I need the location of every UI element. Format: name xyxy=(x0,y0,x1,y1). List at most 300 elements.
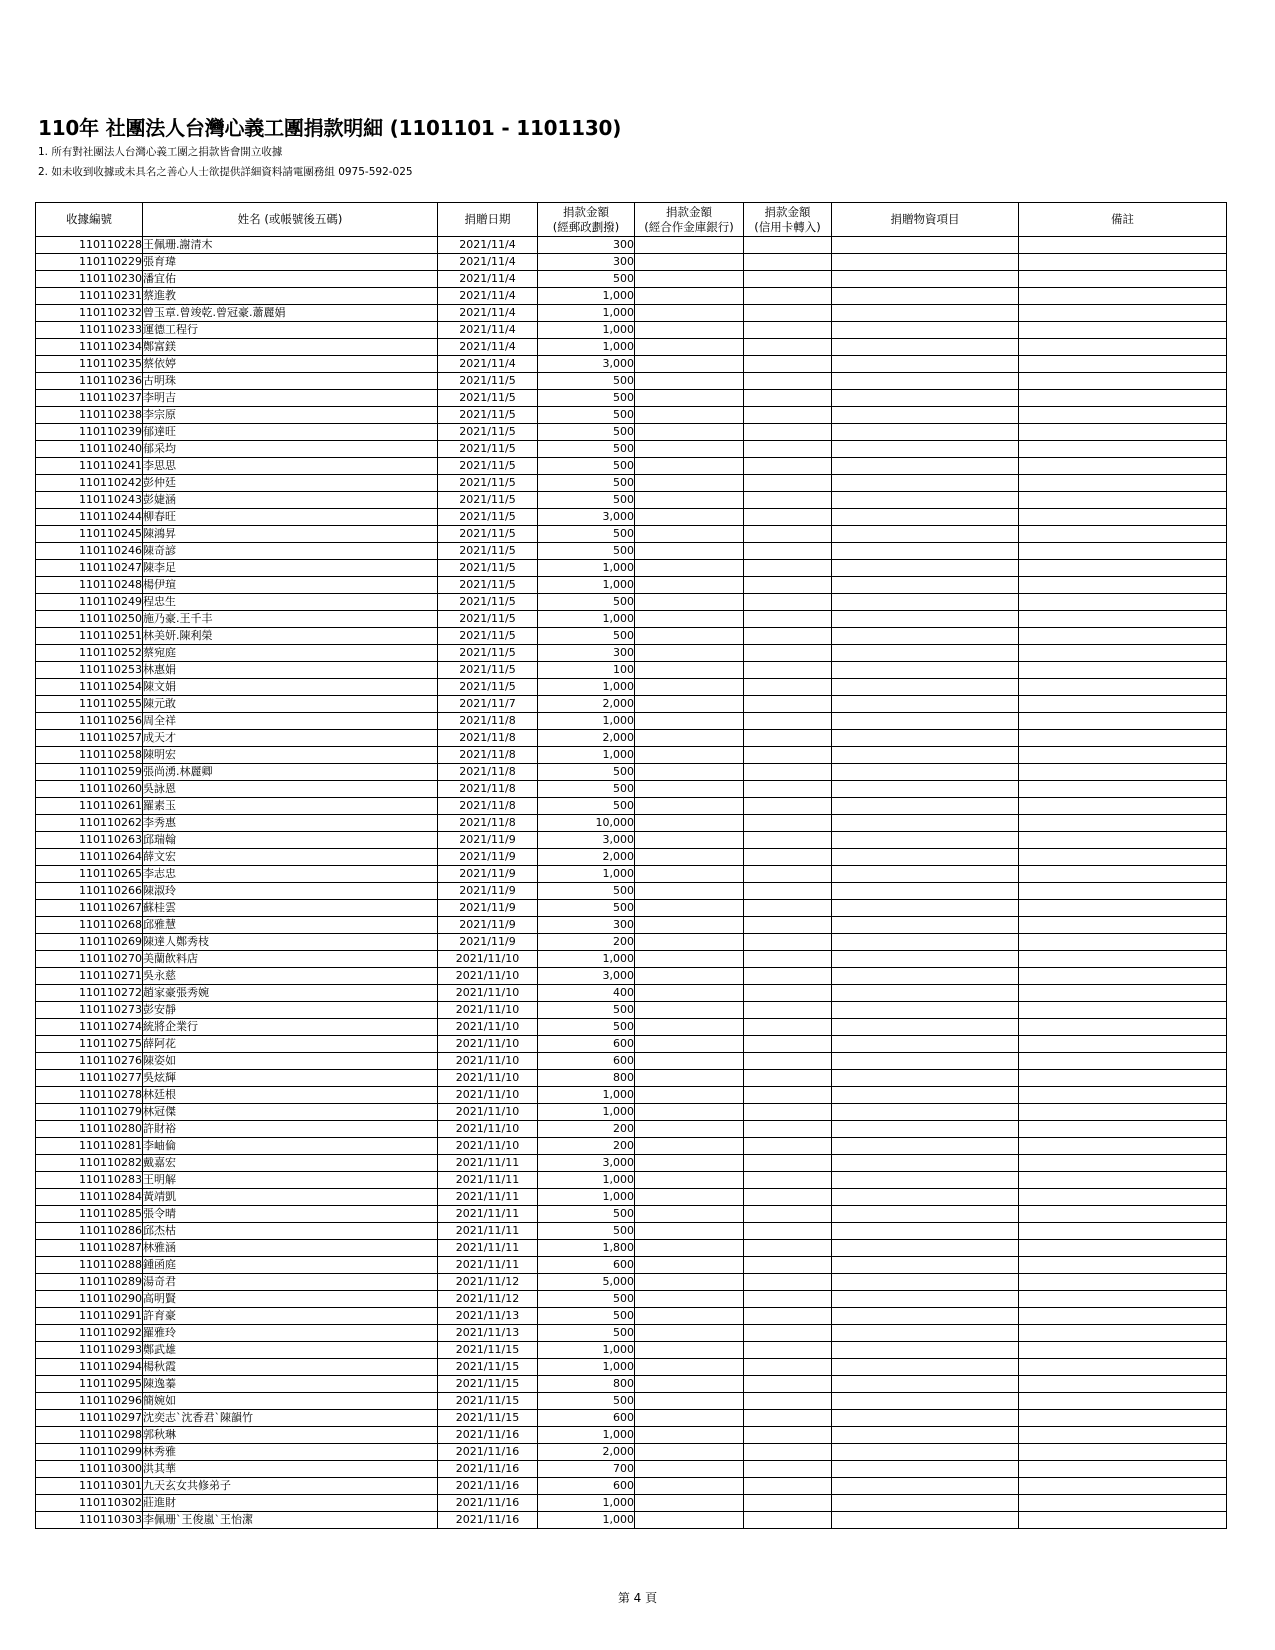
table-row xyxy=(36,390,1227,407)
card-amount-cell xyxy=(744,237,832,254)
card-amount-cell xyxy=(744,985,832,1002)
receipt-no-cell: 110110267 xyxy=(36,900,143,917)
postal-amount-cell: 300 xyxy=(538,645,635,662)
table-row xyxy=(36,1223,1227,1240)
bank-amount-cell xyxy=(635,713,744,730)
goods-cell xyxy=(832,1155,1019,1172)
receipt-no-cell: 110110253 xyxy=(36,662,143,679)
card-amount-cell xyxy=(744,713,832,730)
table-row xyxy=(36,373,1227,390)
card-amount-cell xyxy=(744,492,832,509)
postal-amount-cell: 1,000 xyxy=(538,679,635,696)
receipt-no-cell: 110110287 xyxy=(36,1240,143,1257)
bank-amount-cell xyxy=(635,305,744,322)
table-row xyxy=(36,1512,1227,1529)
bank-amount-cell xyxy=(635,424,744,441)
donation-date-cell: 2021/11/4 xyxy=(438,271,538,288)
goods-cell xyxy=(832,1359,1019,1376)
donation-date-cell: 2021/11/5 xyxy=(438,594,538,611)
bank-amount-cell xyxy=(635,1410,744,1427)
goods-cell xyxy=(832,356,1019,373)
table-row xyxy=(36,1206,1227,1223)
donation-date-cell: 2021/11/8 xyxy=(438,730,538,747)
postal-amount-cell: 500 xyxy=(538,1308,635,1325)
goods-cell xyxy=(832,305,1019,322)
table-row xyxy=(36,849,1227,866)
donation-date-cell: 2021/11/9 xyxy=(438,900,538,917)
donation-date-cell: 2021/11/16 xyxy=(438,1512,538,1529)
bank-amount-cell xyxy=(635,1291,744,1308)
donation-date-cell: 2021/11/10 xyxy=(438,1036,538,1053)
donor-name-cell: 邱雅慧 xyxy=(143,917,438,934)
goods-cell xyxy=(832,475,1019,492)
postal-amount-cell: 600 xyxy=(538,1410,635,1427)
receipt-no-cell: 110110298 xyxy=(36,1427,143,1444)
table-row xyxy=(36,1036,1227,1053)
postal-amount-cell: 500 xyxy=(538,458,635,475)
bank-amount-cell xyxy=(635,1257,744,1274)
table-row xyxy=(36,1359,1227,1376)
postal-amount-cell: 1,000 xyxy=(538,1359,635,1376)
table-row xyxy=(36,917,1227,934)
donor-name-cell: 彭婕涵 xyxy=(143,492,438,509)
donation-date-cell: 2021/11/9 xyxy=(438,832,538,849)
card-amount-cell xyxy=(744,305,832,322)
card-amount-cell xyxy=(744,1512,832,1529)
donation-date-cell: 2021/11/9 xyxy=(438,866,538,883)
donor-name-cell: 蔡宛庭 xyxy=(143,645,438,662)
header-name: 姓名 (或帳號後五碼) xyxy=(143,203,438,237)
donor-name-cell: 邱瑞翰 xyxy=(143,832,438,849)
remark-cell xyxy=(1019,560,1227,577)
donation-date-cell: 2021/11/8 xyxy=(438,815,538,832)
remark-cell xyxy=(1019,1512,1227,1529)
goods-cell xyxy=(832,713,1019,730)
remark-cell xyxy=(1019,594,1227,611)
postal-amount-cell: 800 xyxy=(538,1376,635,1393)
bank-amount-cell xyxy=(635,339,744,356)
goods-cell xyxy=(832,1393,1019,1410)
postal-amount-cell: 800 xyxy=(538,1070,635,1087)
donor-name-cell: 彭仲廷 xyxy=(143,475,438,492)
postal-amount-cell: 1,000 xyxy=(538,1512,635,1529)
receipt-no-cell: 110110231 xyxy=(36,288,143,305)
donation-date-cell: 2021/11/9 xyxy=(438,849,538,866)
bank-amount-cell xyxy=(635,1189,744,1206)
remark-cell xyxy=(1019,475,1227,492)
postal-amount-cell: 500 xyxy=(538,373,635,390)
receipt-no-cell: 110110252 xyxy=(36,645,143,662)
remark-cell xyxy=(1019,866,1227,883)
table-row xyxy=(36,1053,1227,1070)
table-row xyxy=(36,560,1227,577)
bank-amount-cell xyxy=(635,679,744,696)
postal-amount-cell: 600 xyxy=(538,1036,635,1053)
receipt-no-cell: 110110272 xyxy=(36,985,143,1002)
bank-amount-cell xyxy=(635,1087,744,1104)
table-body xyxy=(36,237,1227,1529)
remark-cell xyxy=(1019,1291,1227,1308)
bank-amount-cell xyxy=(635,1036,744,1053)
remark-cell xyxy=(1019,611,1227,628)
receipt-no-cell: 110110289 xyxy=(36,1274,143,1291)
bank-amount-cell xyxy=(635,1325,744,1342)
receipt-no-cell: 110110250 xyxy=(36,611,143,628)
receipt-no-cell: 110110257 xyxy=(36,730,143,747)
remark-cell xyxy=(1019,1053,1227,1070)
receipt-no-cell: 110110279 xyxy=(36,1104,143,1121)
remark-cell xyxy=(1019,883,1227,900)
bank-amount-cell xyxy=(635,1019,744,1036)
bank-amount-cell xyxy=(635,526,744,543)
goods-cell xyxy=(832,322,1019,339)
receipt-no-cell: 110110288 xyxy=(36,1257,143,1274)
goods-cell xyxy=(832,339,1019,356)
remark-cell xyxy=(1019,730,1227,747)
card-amount-cell xyxy=(744,1002,832,1019)
header-bank-line2: (經合作金庫銀行) xyxy=(644,219,734,234)
table-row xyxy=(36,1070,1227,1087)
remark-cell xyxy=(1019,1410,1227,1427)
postal-amount-cell: 300 xyxy=(538,237,635,254)
donor-name-cell: 王明解 xyxy=(143,1172,438,1189)
receipt-no-cell: 110110262 xyxy=(36,815,143,832)
page-number: 第 4 頁 xyxy=(617,1591,658,1605)
goods-cell xyxy=(832,815,1019,832)
bank-amount-cell xyxy=(635,254,744,271)
donor-name-cell: 王佩珊.謝清木 xyxy=(143,237,438,254)
table-row xyxy=(36,509,1227,526)
donor-name-cell: 張尚湧.林麗卿 xyxy=(143,764,438,781)
remark-cell xyxy=(1019,339,1227,356)
donor-name-cell: 運德工程行 xyxy=(143,322,438,339)
bank-amount-cell xyxy=(635,611,744,628)
receipt-no-cell: 110110281 xyxy=(36,1138,143,1155)
postal-amount-cell: 500 xyxy=(538,1002,635,1019)
receipt-no-cell: 110110261 xyxy=(36,798,143,815)
goods-cell xyxy=(832,1376,1019,1393)
goods-cell xyxy=(832,917,1019,934)
remark-cell xyxy=(1019,1121,1227,1138)
card-amount-cell xyxy=(744,254,832,271)
bank-amount-cell xyxy=(635,271,744,288)
donor-name-cell: 吳炫輝 xyxy=(143,1070,438,1087)
donation-date-cell: 2021/11/11 xyxy=(438,1206,538,1223)
bank-amount-cell xyxy=(635,322,744,339)
bank-amount-cell xyxy=(635,696,744,713)
receipt-no-cell: 110110295 xyxy=(36,1376,143,1393)
header-date: 捐贈日期 xyxy=(438,203,538,237)
donor-name-cell: 湯奇君 xyxy=(143,1274,438,1291)
donor-name-cell: 張令晴 xyxy=(143,1206,438,1223)
donation-date-cell: 2021/11/5 xyxy=(438,390,538,407)
remark-cell xyxy=(1019,577,1227,594)
table-row xyxy=(36,781,1227,798)
bank-amount-cell xyxy=(635,594,744,611)
bank-amount-cell xyxy=(635,577,744,594)
postal-amount-cell: 2,000 xyxy=(538,730,635,747)
remark-cell xyxy=(1019,407,1227,424)
receipt-no-cell: 110110237 xyxy=(36,390,143,407)
donation-date-cell: 2021/11/10 xyxy=(438,1070,538,1087)
receipt-no-cell: 110110271 xyxy=(36,968,143,985)
table-header-row xyxy=(36,203,1227,237)
card-amount-cell xyxy=(744,611,832,628)
card-amount-cell xyxy=(744,543,832,560)
donation-date-cell: 2021/11/5 xyxy=(438,679,538,696)
postal-amount-cell: 400 xyxy=(538,985,635,1002)
donation-date-cell: 2021/11/8 xyxy=(438,764,538,781)
donor-name-cell: 郭秋琳 xyxy=(143,1427,438,1444)
donation-date-cell: 2021/11/16 xyxy=(438,1427,538,1444)
remark-cell xyxy=(1019,356,1227,373)
postal-amount-cell: 500 xyxy=(538,594,635,611)
donation-date-cell: 2021/11/11 xyxy=(438,1240,538,1257)
remark-cell xyxy=(1019,1478,1227,1495)
donation-date-cell: 2021/11/5 xyxy=(438,373,538,390)
receipt-no-cell: 110110248 xyxy=(36,577,143,594)
postal-amount-cell: 300 xyxy=(538,254,635,271)
goods-cell xyxy=(832,1444,1019,1461)
postal-amount-cell: 1,000 xyxy=(538,560,635,577)
remark-cell xyxy=(1019,798,1227,815)
remark-cell xyxy=(1019,1206,1227,1223)
goods-cell xyxy=(832,594,1019,611)
receipt-no-cell: 110110260 xyxy=(36,781,143,798)
postal-amount-cell: 500 xyxy=(538,628,635,645)
bank-amount-cell xyxy=(635,1121,744,1138)
card-amount-cell xyxy=(744,1342,832,1359)
goods-cell xyxy=(832,866,1019,883)
postal-amount-cell: 1,000 xyxy=(538,747,635,764)
receipt-no-cell: 110110235 xyxy=(36,356,143,373)
bank-amount-cell xyxy=(635,1172,744,1189)
remark-cell xyxy=(1019,832,1227,849)
remark-cell xyxy=(1019,1359,1227,1376)
card-amount-cell xyxy=(744,1444,832,1461)
donation-date-cell: 2021/11/10 xyxy=(438,1019,538,1036)
postal-amount-cell: 500 xyxy=(538,781,635,798)
postal-amount-cell: 1,000 xyxy=(538,713,635,730)
bank-amount-cell xyxy=(635,1206,744,1223)
postal-amount-cell: 500 xyxy=(538,1393,635,1410)
table-row xyxy=(36,900,1227,917)
remark-cell xyxy=(1019,1257,1227,1274)
table-row xyxy=(36,968,1227,985)
remark-cell xyxy=(1019,1427,1227,1444)
postal-amount-cell: 1,000 xyxy=(538,305,635,322)
bank-amount-cell xyxy=(635,492,744,509)
donation-date-cell: 2021/11/7 xyxy=(438,696,538,713)
receipt-no-cell: 110110282 xyxy=(36,1155,143,1172)
donation-date-cell: 2021/11/4 xyxy=(438,305,538,322)
postal-amount-cell: 500 xyxy=(538,492,635,509)
bank-amount-cell xyxy=(635,662,744,679)
bank-amount-cell xyxy=(635,475,744,492)
goods-cell xyxy=(832,1478,1019,1495)
donor-name-cell: 鍾函庭 xyxy=(143,1257,438,1274)
goods-cell xyxy=(832,1512,1019,1529)
postal-amount-cell: 1,000 xyxy=(538,288,635,305)
note-contact: 2. 如未收到收據或未具名之善心人士欲提供詳細資料請電團務組 0975-592-025 xyxy=(38,166,413,178)
donation-date-cell: 2021/11/16 xyxy=(438,1478,538,1495)
receipt-no-cell: 110110290 xyxy=(36,1291,143,1308)
receipt-no-cell: 110110239 xyxy=(36,424,143,441)
receipt-no-cell: 110110245 xyxy=(36,526,143,543)
goods-cell xyxy=(832,985,1019,1002)
card-amount-cell xyxy=(744,407,832,424)
card-amount-cell xyxy=(744,1070,832,1087)
goods-cell xyxy=(832,458,1019,475)
bank-amount-cell xyxy=(635,781,744,798)
remark-cell xyxy=(1019,390,1227,407)
donation-date-cell: 2021/11/11 xyxy=(438,1155,538,1172)
donor-name-cell: 陳明宏 xyxy=(143,747,438,764)
bank-amount-cell xyxy=(635,1308,744,1325)
receipt-no-cell: 110110280 xyxy=(36,1121,143,1138)
goods-cell xyxy=(832,509,1019,526)
donor-name-cell: 林美妍.陳利榮 xyxy=(143,628,438,645)
remark-cell xyxy=(1019,1461,1227,1478)
bank-amount-cell xyxy=(635,458,744,475)
donation-date-cell: 2021/11/10 xyxy=(438,1002,538,1019)
donor-name-cell: 薛文宏 xyxy=(143,849,438,866)
receipt-no-cell: 110110264 xyxy=(36,849,143,866)
goods-cell xyxy=(832,1138,1019,1155)
table-row xyxy=(36,322,1227,339)
donor-name-cell: 柳春旺 xyxy=(143,509,438,526)
card-amount-cell xyxy=(744,1240,832,1257)
card-amount-cell xyxy=(744,1325,832,1342)
donation-date-cell: 2021/11/4 xyxy=(438,237,538,254)
receipt-no-cell: 110110297 xyxy=(36,1410,143,1427)
remark-cell xyxy=(1019,1274,1227,1291)
table-row xyxy=(36,1002,1227,1019)
postal-amount-cell: 500 xyxy=(538,1019,635,1036)
header-postal-line1: 捐款金額 xyxy=(563,204,609,219)
donor-name-cell: 羅素玉 xyxy=(143,798,438,815)
donation-date-cell: 2021/11/10 xyxy=(438,1138,538,1155)
table-row xyxy=(36,1495,1227,1512)
remark-cell xyxy=(1019,1189,1227,1206)
table-row xyxy=(36,1257,1227,1274)
postal-amount-cell: 2,000 xyxy=(538,1444,635,1461)
table-row xyxy=(36,407,1227,424)
card-amount-cell xyxy=(744,1376,832,1393)
receipt-no-cell: 110110246 xyxy=(36,543,143,560)
goods-cell xyxy=(832,1002,1019,1019)
bank-amount-cell xyxy=(635,1512,744,1529)
donation-date-cell: 2021/11/13 xyxy=(438,1308,538,1325)
postal-amount-cell: 500 xyxy=(538,1291,635,1308)
postal-amount-cell: 1,000 xyxy=(538,951,635,968)
remark-cell xyxy=(1019,373,1227,390)
remark-cell xyxy=(1019,917,1227,934)
card-amount-cell xyxy=(744,866,832,883)
receipt-no-cell: 110110251 xyxy=(36,628,143,645)
table-row xyxy=(36,832,1227,849)
donor-name-cell: 李秀惠 xyxy=(143,815,438,832)
card-amount-cell xyxy=(744,679,832,696)
card-amount-cell xyxy=(744,1155,832,1172)
remark-cell xyxy=(1019,237,1227,254)
donor-name-cell: 蘇桂雲 xyxy=(143,900,438,917)
receipt-no-cell: 110110242 xyxy=(36,475,143,492)
note-receipt: 1. 所有對社團法人台灣心義工團之捐款皆會開立收據 xyxy=(38,146,283,158)
donation-date-cell: 2021/11/5 xyxy=(438,577,538,594)
donor-name-cell: 潘宜佑 xyxy=(143,271,438,288)
card-amount-cell xyxy=(744,339,832,356)
receipt-no-cell: 110110291 xyxy=(36,1308,143,1325)
goods-cell xyxy=(832,390,1019,407)
remark-cell xyxy=(1019,713,1227,730)
table-row xyxy=(36,611,1227,628)
table-row xyxy=(36,628,1227,645)
receipt-no-cell: 110110238 xyxy=(36,407,143,424)
remark-cell xyxy=(1019,815,1227,832)
remark-cell xyxy=(1019,271,1227,288)
donor-name-cell: 陳奇諺 xyxy=(143,543,438,560)
remark-cell xyxy=(1019,968,1227,985)
table-row xyxy=(36,883,1227,900)
donation-date-cell: 2021/11/13 xyxy=(438,1325,538,1342)
donor-name-cell: 陳逸蓁 xyxy=(143,1376,438,1393)
remark-cell xyxy=(1019,1019,1227,1036)
goods-cell xyxy=(832,747,1019,764)
card-amount-cell xyxy=(744,577,832,594)
table-row xyxy=(36,305,1227,322)
postal-amount-cell: 300 xyxy=(538,917,635,934)
postal-amount-cell: 3,000 xyxy=(538,832,635,849)
remark-cell xyxy=(1019,526,1227,543)
receipt-no-cell: 110110268 xyxy=(36,917,143,934)
goods-cell xyxy=(832,679,1019,696)
receipt-no-cell: 110110255 xyxy=(36,696,143,713)
postal-amount-cell: 500 xyxy=(538,900,635,917)
goods-cell xyxy=(832,1087,1019,1104)
remark-cell xyxy=(1019,288,1227,305)
page-title: 110年 社團法人台灣心義工團捐款明細 (1101101 - 1101130) xyxy=(38,116,622,140)
receipt-no-cell: 110110234 xyxy=(36,339,143,356)
donor-name-cell: 美蘭飲料店 xyxy=(143,951,438,968)
bank-amount-cell xyxy=(635,288,744,305)
bank-amount-cell xyxy=(635,390,744,407)
remark-cell xyxy=(1019,543,1227,560)
card-amount-cell xyxy=(744,1036,832,1053)
donor-name-cell: 李志忠 xyxy=(143,866,438,883)
postal-amount-cell: 10,000 xyxy=(538,815,635,832)
postal-amount-cell: 1,000 xyxy=(538,322,635,339)
receipt-no-cell: 110110302 xyxy=(36,1495,143,1512)
header-card-line2: (信用卡轉入) xyxy=(754,219,821,234)
donation-date-cell: 2021/11/5 xyxy=(438,458,538,475)
table-row xyxy=(36,339,1227,356)
donation-date-cell: 2021/11/5 xyxy=(438,509,538,526)
table-row xyxy=(36,1240,1227,1257)
table-row xyxy=(36,475,1227,492)
card-amount-cell xyxy=(744,1189,832,1206)
donation-date-cell: 2021/11/5 xyxy=(438,407,538,424)
card-amount-cell xyxy=(744,288,832,305)
table-row xyxy=(36,934,1227,951)
postal-amount-cell: 1,000 xyxy=(538,1342,635,1359)
postal-amount-cell: 700 xyxy=(538,1461,635,1478)
donor-name-cell: 鄭富鎂 xyxy=(143,339,438,356)
postal-amount-cell: 500 xyxy=(538,390,635,407)
remark-cell xyxy=(1019,1240,1227,1257)
table-row xyxy=(36,747,1227,764)
postal-amount-cell: 1,000 xyxy=(538,1087,635,1104)
